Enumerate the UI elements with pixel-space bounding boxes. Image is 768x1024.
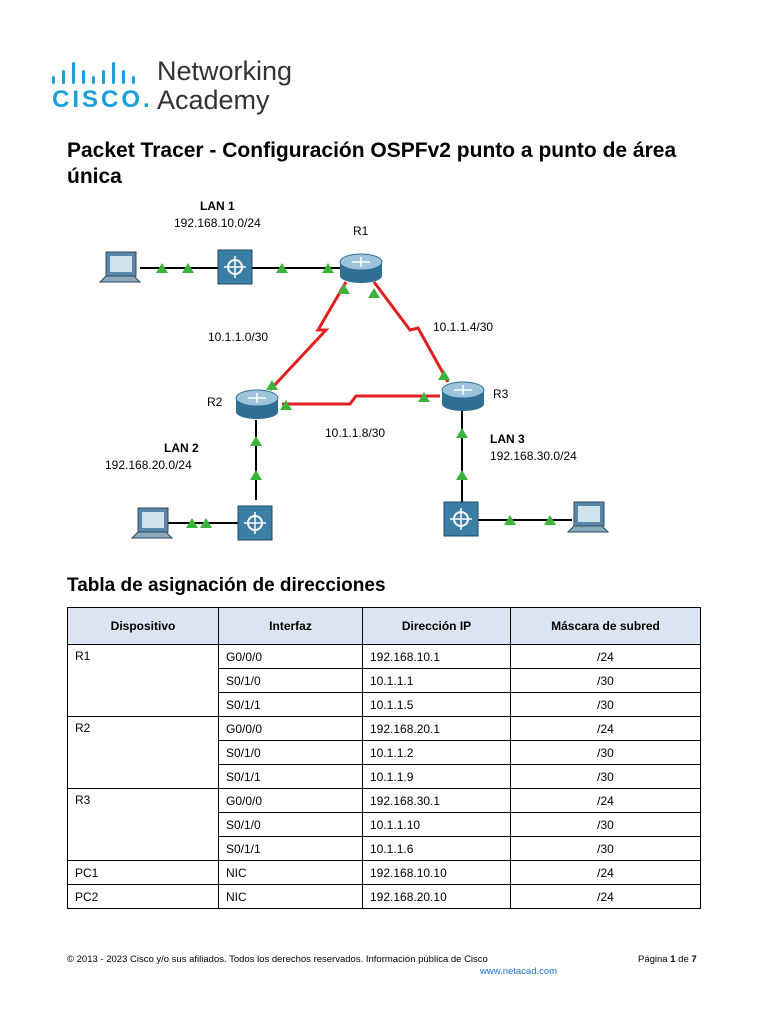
logo-line-academy: Academy — [157, 85, 270, 115]
switch2-icon — [238, 506, 272, 540]
mask-cell: /30 — [511, 765, 701, 789]
mask-cell: /30 — [511, 741, 701, 765]
ip-cell: 10.1.1.6 — [363, 837, 511, 861]
ip-cell: 10.1.1.1 — [363, 669, 511, 693]
pc1-icon — [100, 252, 140, 282]
lan3-title: LAN 3 — [490, 432, 525, 446]
ip-cell: 192.168.20.10 — [363, 885, 511, 909]
interface-cell: S0/1/0 — [219, 813, 363, 837]
footer-url-link[interactable]: www.netacad.com — [480, 966, 558, 977]
interface-cell: S0/1/0 — [219, 669, 363, 693]
ip-cell: 192.168.30.1 — [363, 789, 511, 813]
mask-cell: /24 — [511, 861, 701, 885]
interface-cell: S0/1/1 — [219, 765, 363, 789]
device-cell: R1 — [68, 645, 219, 717]
router-r3-icon — [442, 382, 484, 411]
interface-cell: S0/1/1 — [219, 837, 363, 861]
lan2-network: 192.168.20.0/24 — [105, 458, 192, 472]
interface-cell: NIC — [219, 885, 363, 909]
link-r1-r3-label: 10.1.1.4/30 — [433, 320, 494, 334]
cisco-bars-icon — [52, 62, 152, 84]
col-mask-header: Máscara de subred — [511, 608, 701, 645]
interface-cell: G0/0/0 — [219, 789, 363, 813]
switch1-icon — [218, 250, 252, 284]
topology-diagram — [0, 190, 768, 560]
logo-line-networking: Networking — [157, 56, 293, 86]
mask-cell: /30 — [511, 693, 701, 717]
footer-copyright: © 2013 - 2023 Cisco y/o sus afiliados. Todos los derechos reservados. Información pública de Cisco — [67, 954, 488, 965]
interface-cell: NIC — [219, 861, 363, 885]
mask-cell: /30 — [511, 813, 701, 837]
ip-cell: 10.1.1.2 — [363, 741, 511, 765]
device-cell: R3 — [68, 789, 219, 861]
ip-cell: 10.1.1.5 — [363, 693, 511, 717]
interface-cell: G0/0/0 — [219, 717, 363, 741]
device-cell: PC2 — [68, 885, 219, 909]
serial-link-r1-r2 — [270, 282, 346, 390]
serial-link-r2-r3 — [282, 396, 440, 404]
ip-cell: 10.1.1.9 — [363, 765, 511, 789]
mask-cell: /24 — [511, 885, 701, 909]
col-device-header: Dispositivo — [68, 608, 219, 645]
mask-cell: /24 — [511, 645, 701, 669]
lan1-title: LAN 1 — [200, 199, 235, 213]
link-r1-r2-label: 10.1.1.0/30 — [208, 330, 269, 344]
table-row — [68, 789, 701, 813]
table-header-row — [68, 608, 701, 645]
mask-cell: /30 — [511, 669, 701, 693]
page-title: Packet Tracer - Configuración OSPFv2 punto a punto de área única — [67, 139, 677, 188]
ip-cell: 192.168.20.1 — [363, 717, 511, 741]
pc3-icon — [568, 502, 608, 532]
pc2-icon — [132, 508, 172, 538]
router-r2-icon — [236, 390, 278, 419]
section-title: Tabla de asignación de direcciones — [67, 575, 386, 596]
mask-cell: /30 — [511, 837, 701, 861]
mask-cell: /24 — [511, 789, 701, 813]
ip-cell: 10.1.1.10 — [363, 813, 511, 837]
r2-label: R2 — [207, 395, 223, 409]
page-total: 7 — [691, 954, 697, 965]
table-row — [68, 861, 701, 885]
col-interface-header: Interfaz — [219, 608, 363, 645]
r3-label: R3 — [493, 387, 509, 401]
cisco-wordmark: CISCO. — [52, 86, 153, 113]
device-cell: PC1 — [68, 861, 219, 885]
interface-cell: G0/0/0 — [219, 645, 363, 669]
switch3-icon — [444, 502, 478, 536]
device-cell: R2 — [68, 717, 219, 789]
lan3-network: 192.168.30.0/24 — [490, 449, 577, 463]
table-row — [68, 717, 701, 741]
interface-cell: S0/1/1 — [219, 693, 363, 717]
address-table — [67, 607, 701, 909]
interface-cell: S0/1/0 — [219, 741, 363, 765]
page-prefix: Página — [638, 954, 671, 965]
col-ip-header: Dirección IP — [363, 608, 511, 645]
page-mid: de — [675, 954, 692, 965]
lan2-title: LAN 2 — [164, 441, 199, 455]
lan1-network: 192.168.10.0/24 — [174, 216, 261, 230]
table-row — [68, 885, 701, 909]
link-r2-r3-label: 10.1.1.8/30 — [325, 426, 386, 440]
mask-cell: /24 — [511, 717, 701, 741]
page-indicator — [638, 954, 697, 965]
table-row — [68, 645, 701, 669]
router-r1-icon — [340, 254, 382, 283]
ip-cell: 192.168.10.10 — [363, 861, 511, 885]
cisco-networking-academy-logo — [52, 56, 312, 118]
page-number: 1 — [670, 954, 676, 965]
r1-label: R1 — [353, 224, 369, 238]
ip-cell: 192.168.10.1 — [363, 645, 511, 669]
